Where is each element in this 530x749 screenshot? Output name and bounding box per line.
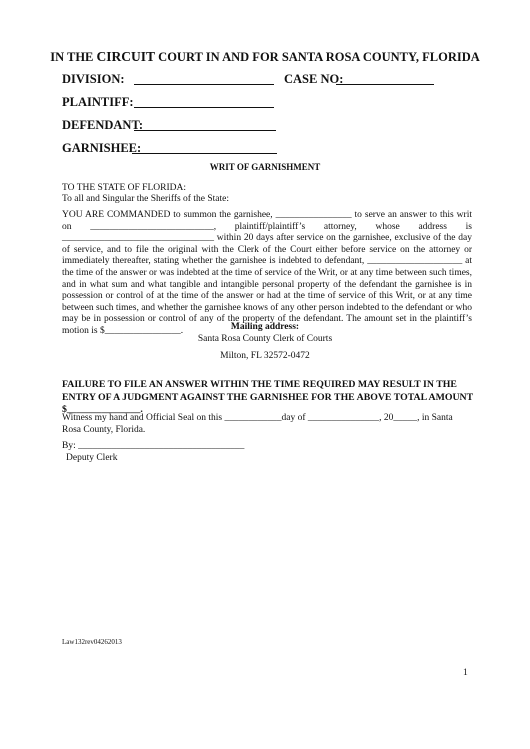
garnishee-label: GARNISHEE: (62, 141, 142, 155)
court-title-circuit: CIRCUIT (96, 49, 156, 64)
form-code: Law132rev04262013 (62, 638, 122, 646)
mailing-address-label: Mailing address: (230, 322, 300, 332)
court-title-prefix: IN THE (50, 50, 97, 64)
writ-body-paragraph: YOU ARE COMMANDED to summon the garnishee, ________________ to serve an answer to this writ on __________________________, plaintiff/plaintiff’s attorney, whose address is ________________________________ within 20 days after service on the garnishee, exclusive of the day of service, and to file the original with the Clerk of the Court either before service on the attorney or immediately thereafter, stating whether the garnishee is indebted to defendant, ____________________ at the time of the answer or was indebted at the time of service of the Writ, or at any time between such times, and in what sum and what tangible and intangible personal property of the defendant the garnishee is in possession or control of at the time of the answer or had at the time of service of this Writ, or at any time between such times, and whether the garnishee knows of any other person indebted to the defendant or who may be in possession or control of any of the property of the defendant. The amount set in the plaintiff’s motion is $________________. (62, 210, 472, 336)
defendant-label: DEFENDANT: (62, 118, 144, 132)
court-title-suffix: COURT IN AND FOR SANTA ROSA COUNTY, FLORIDA (155, 50, 480, 64)
failure-warning: FAILURE TO FILE AN ANSWER WITHIN THE TIME REQUIRED MAY RESULT IN THE ENTRY OF A JUDGMENT AGAINST THE GARNISHEE FOR THE ABOVE TOTAL AMOUNT $_______________. (62, 379, 473, 415)
division-field[interactable] (134, 84, 274, 85)
division-label: DIVISION: (62, 72, 125, 86)
salutation-line-1: TO THE STATE OF FLORIDA: (62, 183, 186, 193)
plaintiff-label: PLAINTIFF: (62, 95, 134, 109)
mailing-address-line-2: Milton, FL 32572-0472 (220, 351, 310, 361)
signature-block (62, 440, 244, 464)
salutation-line-2: To all and Singular the Sheriffs of the State: (62, 194, 229, 204)
plaintiff-field[interactable] (134, 107, 274, 108)
mailing-address-line-1: Santa Rosa County Clerk of Courts (197, 334, 333, 344)
case-no-field[interactable] (336, 84, 434, 85)
court-title (0, 49, 530, 65)
case-no-label: CASE NO: (284, 72, 344, 86)
writ-title: WRIT OF GARNISHMENT (209, 162, 321, 172)
garnishee-field[interactable] (132, 153, 277, 154)
witness-statement: Witness my hand and Official Seal on this ____________day of _______________, 20_____, in Santa Rosa County, Florida. (62, 413, 453, 435)
signature-line[interactable]: By: ___________________________________ (62, 441, 245, 451)
signature-title: Deputy Clerk (66, 453, 118, 463)
page-number: 1 (463, 668, 468, 678)
defendant-field[interactable] (134, 130, 276, 131)
